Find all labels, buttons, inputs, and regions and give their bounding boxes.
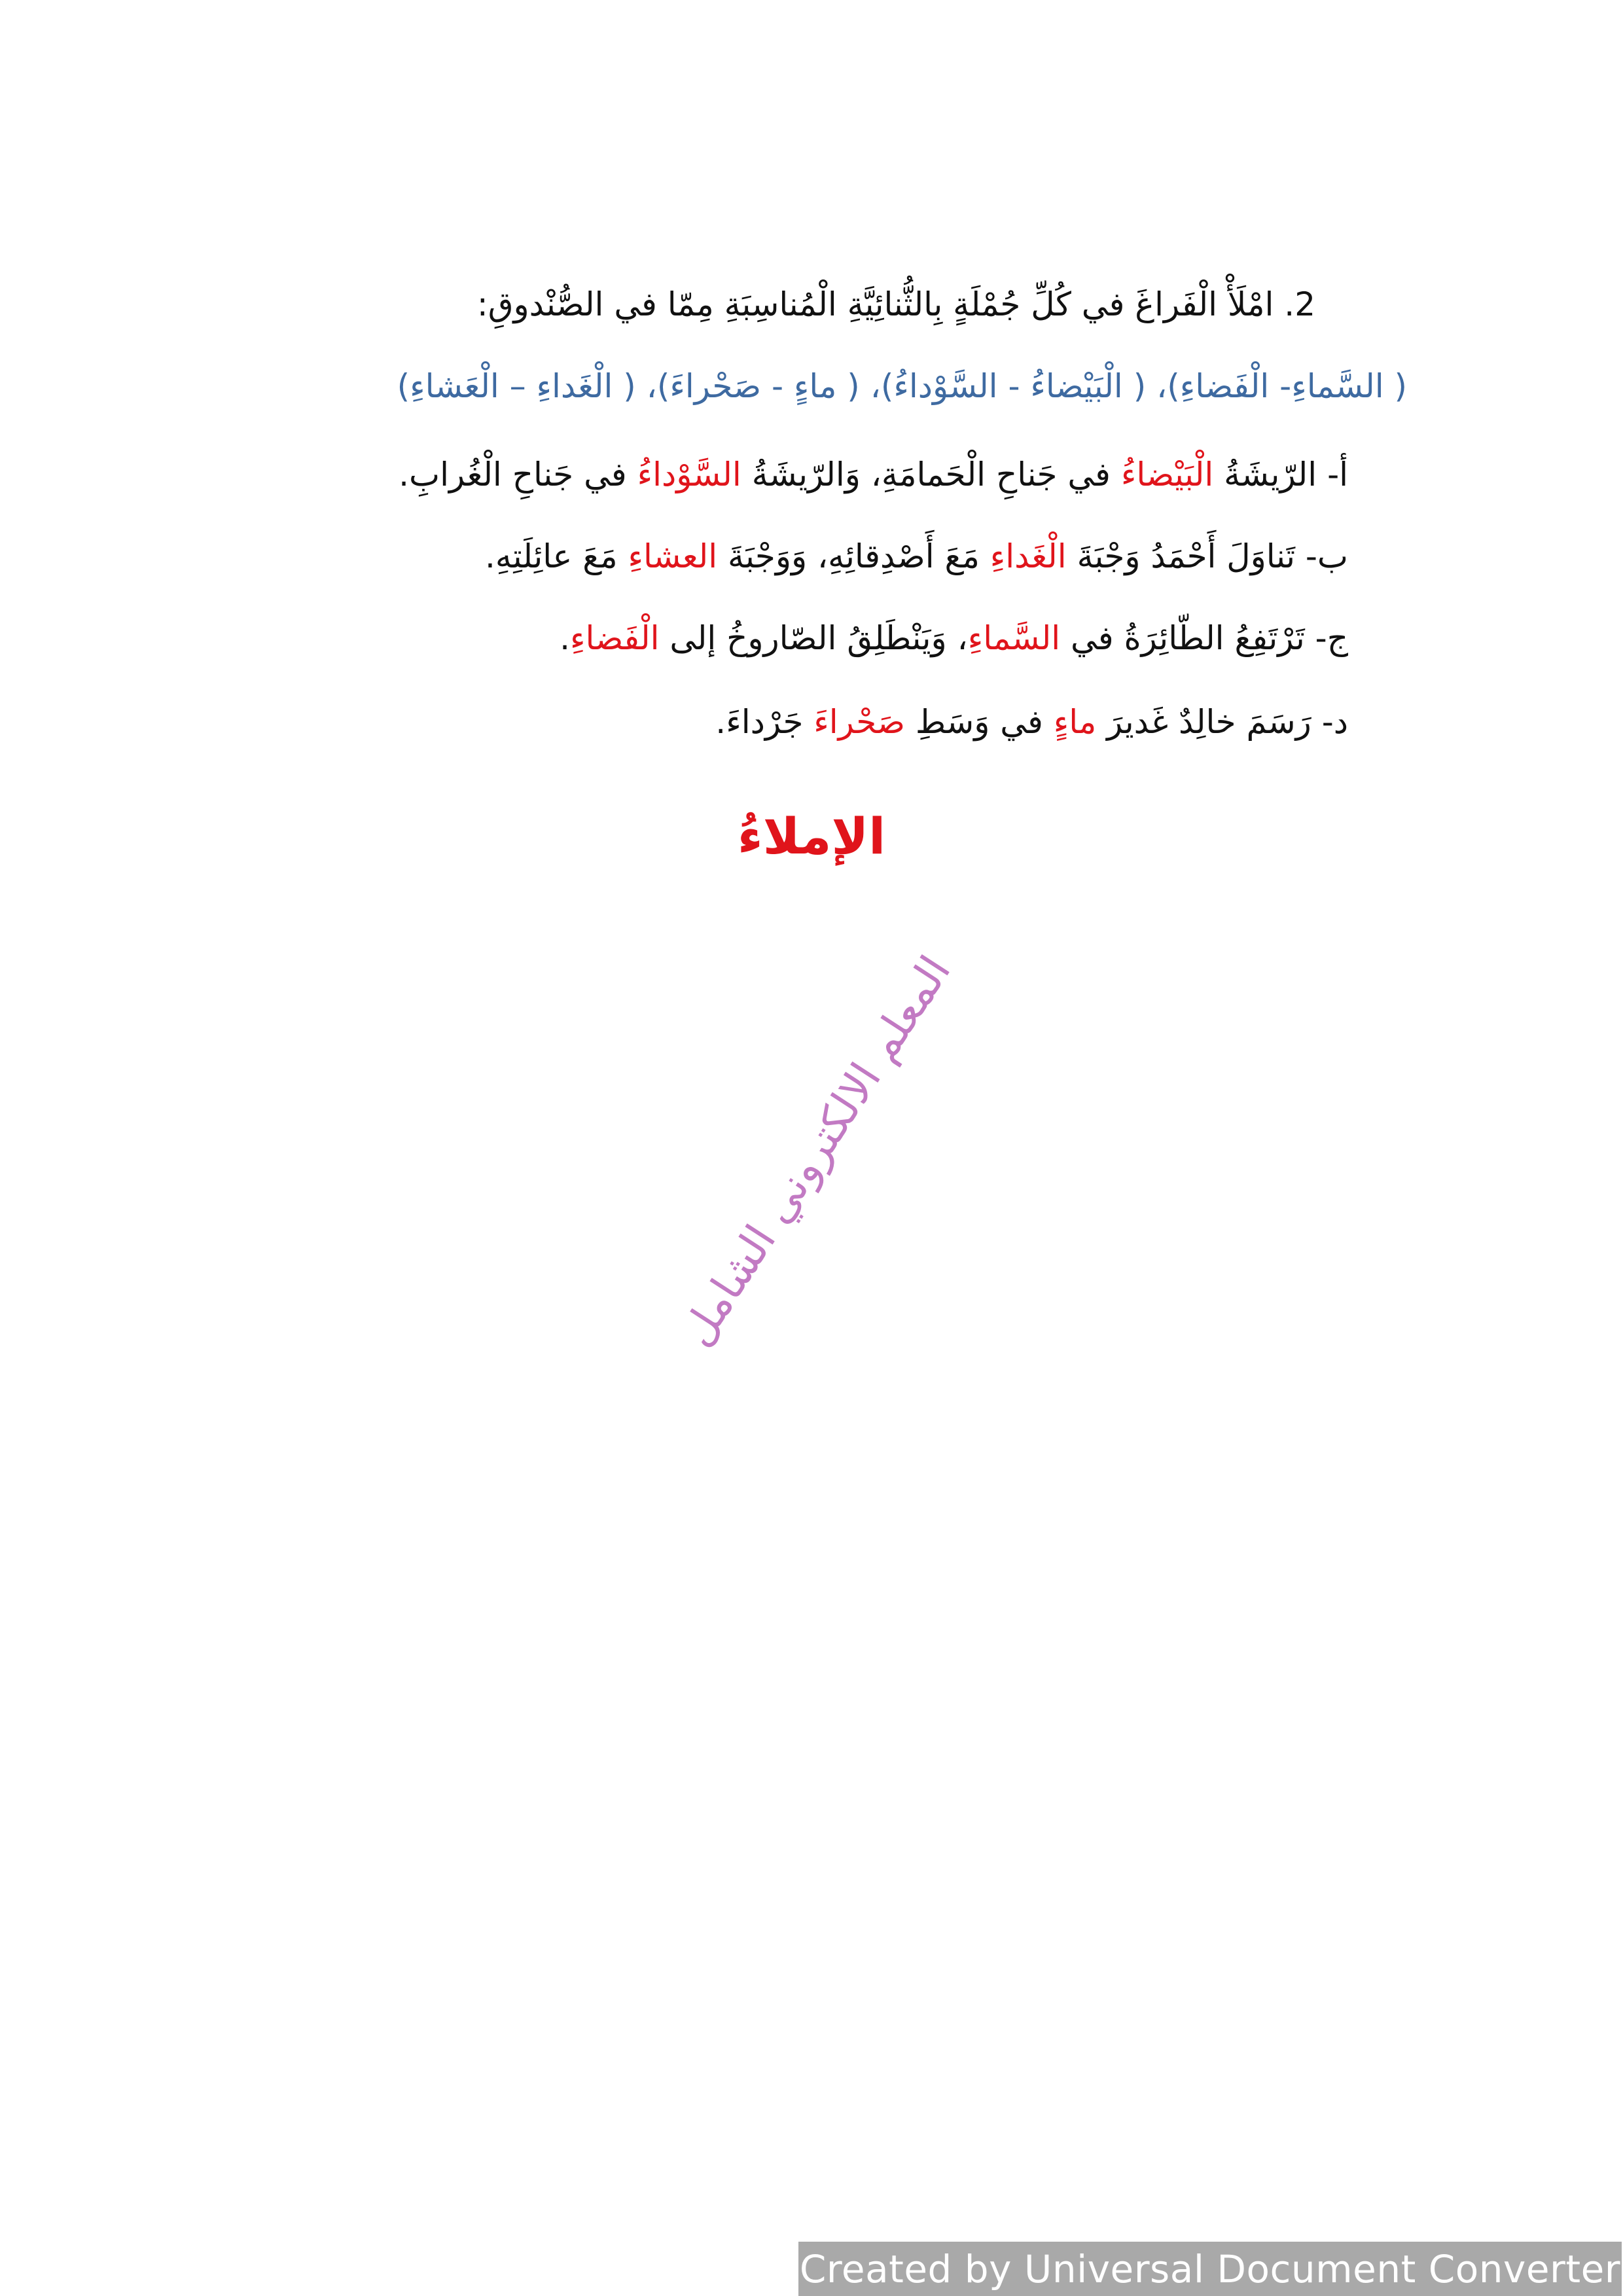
sentence-a-part1: أ- الرّيشَةُ	[1213, 456, 1348, 493]
sentence-a-part2: في جَناحِ الْحَمامَةِ، وَالرّيشَةُ	[741, 456, 1121, 493]
sentence-a	[399, 452, 1348, 497]
sentence-c-part3: .	[560, 619, 570, 657]
sentence-c	[560, 615, 1348, 661]
sentence-d-part2: في وَسَطِ	[904, 703, 1054, 741]
section-title: الإملاءُ	[737, 807, 886, 865]
exercise-instruction: 2. امْلَأْ الْفَراغَ في كُلِّ جُمْلَةٍ بِالثُّنائِيَّةِ الْمُناسِبَةِ مِمّا في الصُّنْدوقِ:	[476, 285, 1315, 323]
sentence-b-part3: مَعَ عائِلَتِهِ.	[485, 537, 628, 575]
sentence-b	[485, 533, 1348, 579]
sentence-d-part1: د- رَسَمَ خالِدٌ غَديرَ	[1096, 703, 1348, 741]
sentence-b-part2: مَعَ أَصْدِقائِهِ، وَوَجْبَةَ	[717, 537, 990, 575]
sentence-c-answer1: السَّماءِ	[967, 619, 1061, 657]
sentence-d-answer2: صَحْراءَ	[813, 703, 905, 741]
footer-badge	[798, 2242, 1622, 2296]
sentence-c-answer2: الْفَضاءِ	[569, 619, 660, 657]
sentence-b-answer1: الْغَداءِ	[990, 537, 1067, 575]
sentence-d-answer1: ماءٍ	[1053, 703, 1097, 741]
sentence-c-part1: ج- تَرْتَفِعُ الطّائِرَةُ في	[1060, 619, 1348, 657]
sentence-a-answer2: السَّوْداءُ	[637, 456, 741, 493]
sentence-a-part3: في جَناحِ الْغُرابِ.	[399, 456, 637, 493]
word-bank: ( السَّماءِ- الْفَضاءِ)، ( الْبَيْضاءُ - السَّوْداءُ)، ( ماءٍ - صَحْراءَ)، ( الْغَداءِ – الْعَشاءِ)	[397, 367, 1407, 405]
sentence-d-part3: جَرْداءَ.	[715, 703, 814, 741]
sentence-d	[715, 699, 1348, 745]
footer-text: Created by Universal Document Converter	[799, 2246, 1621, 2291]
sentence-c-part2: ، وَيَنْطَلِقُ الصّاروخُ إلى	[659, 619, 968, 657]
sentence-b-part1: ب- تَناوَلَ أَحْمَدُ وَجْبَةَ	[1066, 537, 1348, 575]
sentence-b-answer2: العشاءِ	[628, 537, 718, 575]
watermark-text: المعلم الالكتروني الشامل	[671, 946, 961, 1355]
sentence-a-answer1: الْبَيْضاءُ	[1120, 456, 1214, 493]
